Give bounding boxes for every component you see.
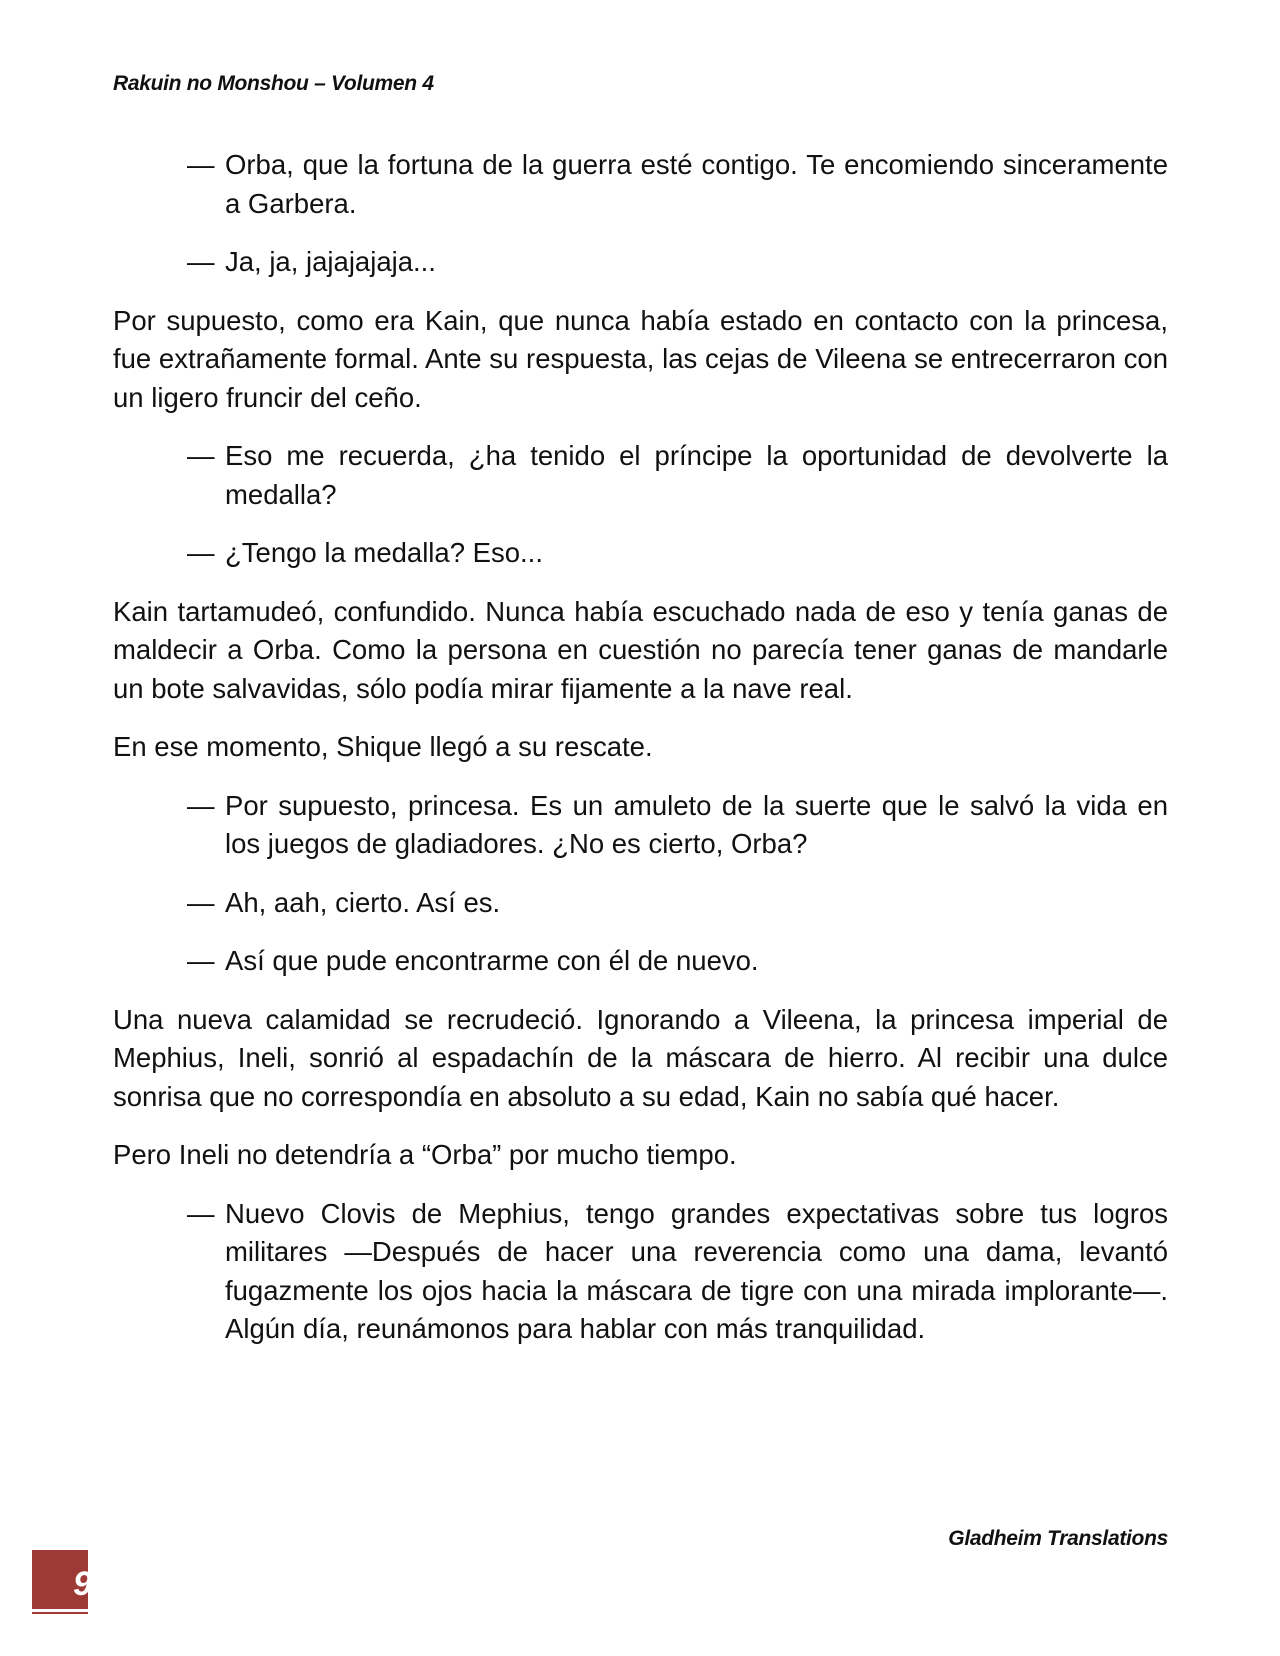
translator-credit: Gladheim Translations [948, 1527, 1168, 1550]
page-body [113, 146, 1168, 1369]
dialogue-text: Nuevo Clovis de Mephius, tengo grandes expectativas sobre tus logros militares —Después de hacer una reverencia como una dama, levantó fugazmente los ojos hacia la máscara de tigre con una mirada implorante—. Algún día, reunámonos para hablar con más tranquilidad. [225, 1197, 1168, 1344]
narration-paragraph: Una nueva calamidad se recrudeció. Ignorando a Vileena, la princesa imperial de Mephius, Ineli, sonrió al espadachín de la máscara de hierro. Al recibir una dulce sonrisa que no correspondía en absoluto a su edad, Kain no sabía qué hacer. [113, 1003, 1168, 1112]
dialogue-line [113, 787, 1168, 864]
dialogue-line [113, 146, 1168, 223]
page-number-box [32, 1550, 92, 1614]
dialogue-dash: — [187, 945, 215, 976]
dialogue-text: Eso me recuerda, ¿ha tenido el príncipe la oportunidad de devolverte la medalla? [225, 440, 1168, 510]
dialogue-line [113, 534, 1168, 573]
dialogue-line [113, 243, 1168, 282]
narration-paragraph: Kain tartamudeó, confundido. Nunca había escuchado nada de eso y tenía ganas de maldecir a Orba. Como la persona en cuestión no parecía tener ganas de mandarle un bote salvavidas, sólo podía mirar fijamente a la nave real. [113, 595, 1168, 704]
dialogue-text: Orba, que la fortuna de la guerra esté contigo. Te encomiendo sinceramente a Garbera. [225, 149, 1168, 219]
dialogue-text: Ja, ja, jajajajaja... [225, 246, 436, 277]
narration-paragraph: Por supuesto, como era Kain, que nunca había estado en contacto con la princesa, fue extrañamente formal. Ante su respuesta, las cejas de Vileena se entrecerraron con un ligero fruncir del ceño. [113, 304, 1168, 413]
dialogue-line [113, 942, 1168, 981]
dialogue-text: ¿Tengo la medalla? Eso... [225, 537, 543, 568]
dialogue-text: Así que pude encontrarme con él de nuevo. [225, 945, 759, 976]
narration-paragraph: En ese momento, Shique llegó a su rescate. [113, 731, 653, 762]
dialogue-dash: — [187, 789, 215, 821]
page-number: 9 [73, 1565, 92, 1603]
dialogue-dash: — [187, 537, 215, 568]
dialogue-dash: — [187, 440, 215, 471]
dialogue-dash: — [187, 149, 215, 180]
dialogue-dash: — [187, 246, 215, 277]
dialogue-line [113, 884, 1168, 923]
dialogue-dash: — [187, 1197, 215, 1229]
dialogue-text: Por supuesto, princesa. Es un amuleto de la suerte que le salvó la vida en los juegos de gladiadores. ¿No es cierto, Orba? [225, 789, 1168, 859]
dialogue-text: Ah, aah, cierto. Así es. [225, 886, 501, 918]
dialogue-line [113, 1195, 1168, 1349]
running-header: Rakuin no Monshou – Volumen 4 [113, 72, 434, 95]
narration-paragraph: Pero Ineli no detendría a “Orba” por mucho tiempo. [113, 1139, 737, 1170]
dialogue-dash: — [187, 886, 215, 918]
dialogue-line [113, 437, 1168, 514]
page-number-underline [32, 1609, 88, 1612]
